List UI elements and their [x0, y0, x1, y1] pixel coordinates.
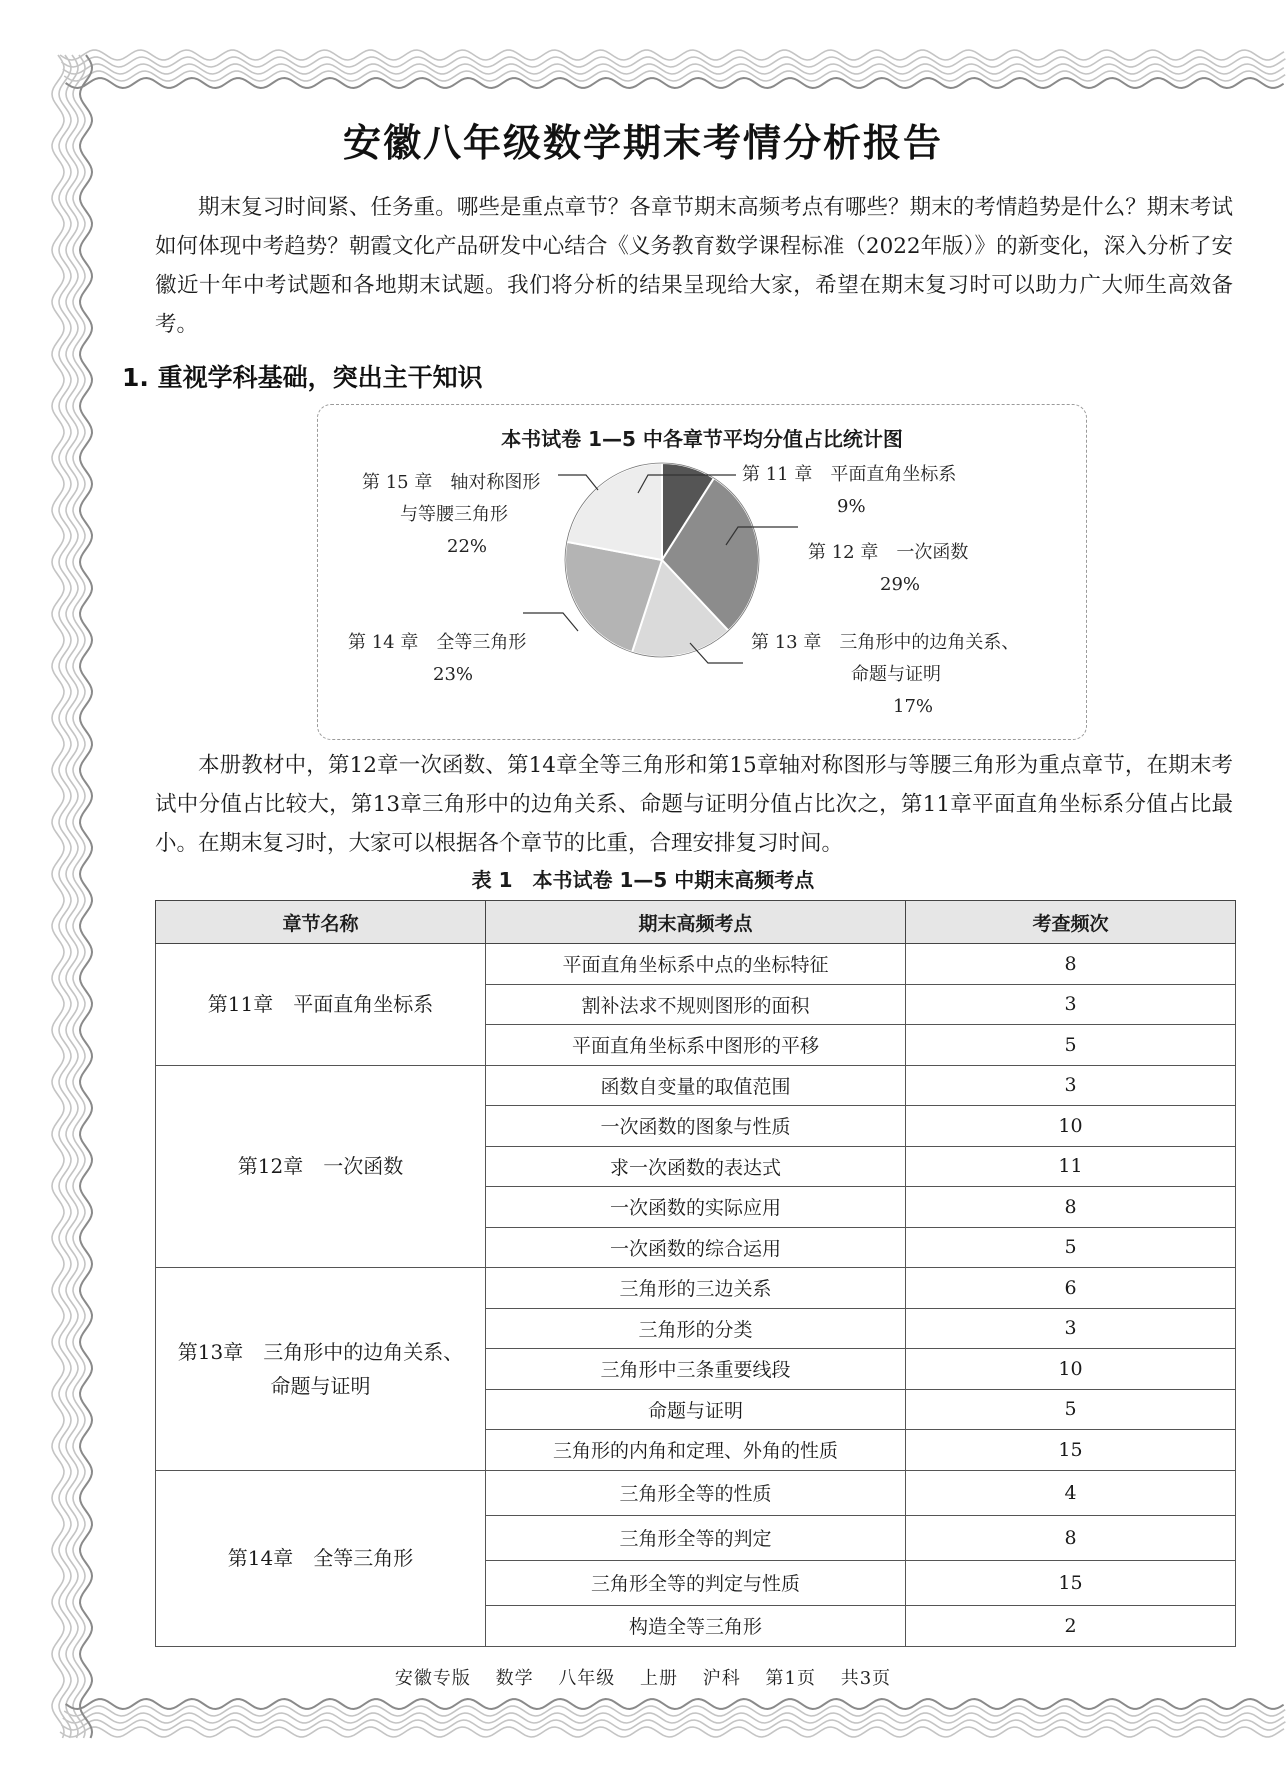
point-cell: 一次函数的实际应用: [486, 1187, 906, 1228]
freq-cell: 5: [906, 1227, 1236, 1268]
freq-cell: 11: [906, 1146, 1236, 1187]
point-cell: 割补法求不规则图形的面积: [486, 984, 906, 1025]
slice-label-ch15-name: 第 15 章 轴对称图形: [362, 472, 541, 493]
chapter-name-2: 命题与证明: [270, 1373, 371, 1398]
intro-text: 期末复习时间紧、任务重。哪些是重点章节？各章节期末高频考点有哪些？期末的考情趋势是什么？期末考试如何体现中考趋势？朝霞文化产品研发中心结合《义务教育数学课程标准（2022年版）》的新变化，深入分析了安徽近十年中考试题和各地期末试题。我们将分析的结果呈现给大家，希望在期末复习时可以助力广大师生高效备考。: [155, 195, 1233, 337]
footer-subject: 数学: [495, 1668, 534, 1689]
footer-edition: 安徽专版: [394, 1668, 471, 1689]
slice-label-ch13-pct: 17%: [893, 696, 934, 717]
table-row: [156, 1065, 1236, 1106]
pie-slice-ch15: [567, 463, 662, 560]
col-header-freq: 考查频次: [906, 901, 1236, 944]
chapter-cell: [156, 1268, 486, 1471]
footer-grade: 八年级: [558, 1668, 616, 1689]
slice-label-ch11-pct: 9%: [837, 496, 866, 517]
freq-cell: 4: [906, 1470, 1236, 1515]
slice-label-ch13-name: 第 13 章 三角形中的边角关系、: [751, 632, 1020, 653]
slice-label-ch12-pct: 29%: [880, 574, 921, 595]
freq-cell: 15: [906, 1430, 1236, 1471]
high-frequency-table: [155, 900, 1236, 1647]
freq-cell: 3: [906, 1065, 1236, 1106]
intro-paragraph: [155, 188, 1233, 344]
slice-label-ch14: [348, 627, 526, 691]
col-header-chapter: 章节名称: [156, 901, 486, 944]
point-cell: 三角形全等的判定与性质: [486, 1560, 906, 1605]
slice-label-ch12: [808, 537, 968, 601]
freq-cell: 5: [906, 1389, 1236, 1430]
point-cell: 一次函数的图象与性质: [486, 1106, 906, 1147]
freq-cell: 8: [906, 944, 1236, 985]
footer-volume: 上册: [640, 1668, 679, 1689]
point-cell: 三角形全等的判定: [486, 1515, 906, 1560]
slice-label-ch15: [362, 467, 540, 563]
point-cell: 构造全等三角形: [486, 1605, 906, 1646]
freq-cell: 10: [906, 1349, 1236, 1390]
freq-cell: 15: [906, 1560, 1236, 1605]
point-cell: 三角形的三边关系: [486, 1268, 906, 1309]
freq-cell: 8: [906, 1515, 1236, 1560]
chapter-name: 第11章 平面直角坐标系: [207, 992, 434, 1017]
footer-total: 共3页: [840, 1668, 892, 1689]
slice-label-ch13-name-2: 命题与证明: [851, 664, 941, 685]
chapter-cell: [156, 1470, 486, 1646]
point-cell: 三角形全等的性质: [486, 1470, 906, 1515]
footer-publisher: 沪科: [702, 1668, 741, 1689]
pie-chart-panel: [317, 404, 1087, 740]
slice-label-ch15-pct: 22%: [447, 536, 488, 557]
point-cell: 函数自变量的取值范围: [486, 1065, 906, 1106]
chart-title: 本书试卷 1—5 中各章节平均分值占比统计图: [501, 427, 903, 451]
freq-cell: 10: [906, 1106, 1236, 1147]
freq-cell: 2: [906, 1605, 1236, 1646]
page-title: 安徽八年级数学期末考情分析报告: [342, 121, 943, 165]
table-row: [156, 1470, 1236, 1515]
table-header-row: [156, 901, 1236, 944]
chapter-name: 第13章 三角形中的边角关系、: [177, 1339, 464, 1364]
analysis-paragraph: [155, 746, 1233, 863]
table-row: [156, 1268, 1236, 1309]
col-header-point: 期末高频考点: [486, 901, 906, 944]
chapter-name: 第14章 全等三角形: [227, 1546, 414, 1570]
freq-cell: 3: [906, 984, 1236, 1025]
point-cell: 三角形中三条重要线段: [486, 1349, 906, 1390]
page-footer: [0, 1664, 1286, 1690]
chapter-cell: [156, 944, 486, 1066]
freq-cell: 6: [906, 1268, 1236, 1309]
point-cell: 命题与证明: [486, 1389, 906, 1430]
slice-label-ch14-name: 第 14 章 全等三角形: [348, 632, 527, 653]
leader-line-ch15: [558, 475, 598, 490]
slice-label-ch11-name: 第 11 章 平面直角坐标系: [742, 464, 957, 485]
section-heading-1: 1. 重视学科基础，突出主干知识: [122, 363, 483, 392]
freq-cell: 5: [906, 1025, 1236, 1066]
slice-label-ch12-name: 第 12 章 一次函数: [808, 542, 969, 563]
slice-label-ch13: [751, 627, 1019, 723]
freq-cell: 3: [906, 1308, 1236, 1349]
chapter-name: 第12章 一次函数: [237, 1154, 404, 1179]
point-cell: 求一次函数的表达式: [486, 1146, 906, 1187]
point-cell: 平面直角坐标系中点的坐标特征: [486, 944, 906, 985]
table-row: [156, 944, 1236, 985]
point-cell: 三角形的内角和定理、外角的性质: [486, 1430, 906, 1471]
slice-label-ch15-name-2: 与等腰三角形: [400, 504, 508, 525]
point-cell: 平面直角坐标系中图形的平移: [486, 1025, 906, 1066]
point-cell: 一次函数的综合运用: [486, 1227, 906, 1268]
chapter-cell: [156, 1065, 486, 1268]
leader-line-ch14: [523, 613, 578, 631]
slice-label-ch14-pct: 23%: [433, 664, 474, 685]
point-cell: 三角形的分类: [486, 1308, 906, 1349]
table-caption: 表 1 本书试卷 1—5 中期末高频考点: [471, 868, 815, 892]
footer-page: 第1页: [765, 1668, 816, 1689]
analysis-text: 本册教材中，第12章一次函数、第14章全等三角形和第15章轴对称图形与等腰三角形为重点章节，在期末考试中分值占比较大，第13章三角形中的边角关系、命题与证明分值占比次之，第11章平面直角坐标系分值占比最小。在期末复习时，大家可以根据各个章节的比重，合理安排复习时间。: [155, 753, 1233, 856]
slice-label-ch11: [742, 459, 956, 523]
freq-cell: 8: [906, 1187, 1236, 1228]
